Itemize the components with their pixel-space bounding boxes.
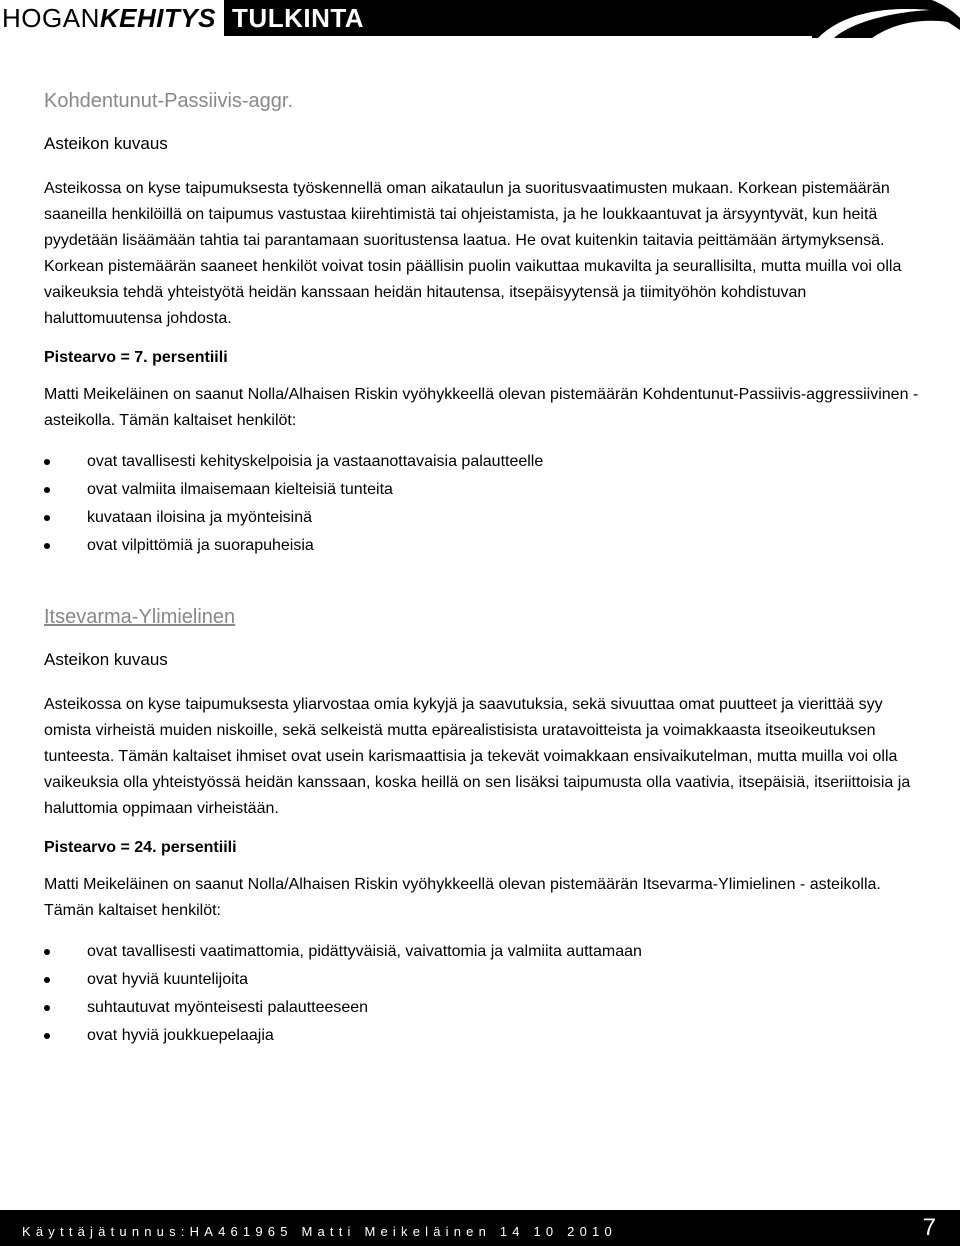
section-title: Kohdentunut-Passiivis-aggr.	[44, 90, 294, 112]
swoosh-logo-icon	[812, 0, 960, 38]
list-item	[44, 938, 919, 966]
scale-description: Asteikossa on kyse taipumuksesta yliarvostaa omia kykyjä ja saavutuksia, sekä sivuuttaa omat puutteet ja vierittää syy omista virheistä muiden niskoille, sekä selkeistä mutta epärealistisista uratavoitteista ja voimakkaasta itseoikeutuksen tunteesta. Tämän kaltaiset ihmiset ovat usein karismaattisia ja tekevät voimakkaan ensivaikutelman, mutta muilla voi olla vaikeuksia olla yhteistyössä heidän kanssaan, koska heillä on sen lisäksi taipumusta olla vaativia, itsepäisiä, itseriittoisia ja haluttomia oppimaan virheistään.	[44, 696, 911, 817]
bullet-icon	[44, 1005, 50, 1011]
list-item-text: ovat tavallisesti vaatimattomia, pidättyväisiä, vaivattomia ja valmiita auttamaan	[87, 943, 642, 960]
list-item	[44, 532, 919, 560]
score-value: Pistearvo = 7. persentiili	[44, 349, 228, 366]
page-number: 7	[922, 1214, 936, 1241]
trait-list	[44, 448, 919, 560]
page-header	[0, 0, 960, 38]
brand-tulkinta: TULKINTA	[224, 0, 372, 36]
list-item	[44, 504, 919, 532]
scale-description-heading: Asteikon kuvaus	[44, 134, 168, 153]
list-item-text: kuvataan iloisina ja myönteisinä	[87, 509, 313, 526]
list-item-text: ovat hyviä joukkuepelaajia	[87, 1027, 274, 1044]
page-footer	[0, 1210, 960, 1246]
result-text: Matti Meikeläinen on saanut Nolla/Alhaisen Riskin vyöhykkeellä olevan pistemäärän Itsevarma-Ylimielinen - asteikolla. Tämän kaltaiset henkilöt:	[44, 876, 881, 919]
bullet-icon	[44, 977, 50, 983]
list-item-text: ovat vilpittömiä ja suorapuheisia	[87, 537, 314, 554]
bullet-icon	[44, 949, 50, 955]
list-item-text: ovat tavallisesti kehityskelpoisia ja vastaanottavaisia palautteelle	[87, 453, 544, 470]
bullet-icon	[44, 515, 50, 521]
brand-kehitys: KEHITYS	[99, 2, 217, 33]
list-item-text: ovat valmiita ilmaisemaan kielteisiä tunteita	[87, 481, 393, 498]
scale-description: Asteikossa on kyse taipumuksesta työskennellä oman aikataulun ja suoritusvaatimusten mukaan. Korkean pistemäärän saaneilla henkilöillä on taipumus vastustaa kiirehtimistä tai ohjeistamista, ja he loukkaantuvat ja ärsyyntyvät, kun heitä pyydetään lisäämään tahtia tai parantamaan suoritustensa laatua. He ovat kuitenkin taitavia peittämään ärtymyksensä. Korkean pistemäärän saaneet henkilöt voivat tosin päällisin puolin vaikuttaa mukavilta ja seurallisilta, mutta muilla voi olla vaikeuksia tehdä yhteistyötä heidän kanssaan heidän hitautensa, itsepäisyytensä ja tiimityöhön kohdistuvan haluttomuutensa johdosta.	[44, 180, 902, 327]
bullet-icon	[44, 459, 50, 465]
bullet-icon	[44, 1033, 50, 1039]
section-passive-aggressive	[44, 86, 919, 560]
trait-list	[44, 938, 919, 1050]
section-title: Itsevarma-Ylimielinen	[44, 606, 236, 628]
brand-hogan: HOGAN	[2, 2, 100, 33]
list-item	[44, 1022, 919, 1050]
score-value: Pistearvo = 24. persentiili	[44, 839, 237, 856]
list-item	[44, 448, 919, 476]
report-content	[44, 86, 919, 1050]
bullet-icon	[44, 543, 50, 549]
list-item	[44, 966, 919, 994]
list-item	[44, 476, 919, 504]
footer-user-info: Käyttäjätunnus:HA461965 Matti Meikeläinen 14 10 2010	[22, 1224, 617, 1239]
list-item-text: suhtautuvat myönteisesti palautteeseen	[87, 999, 369, 1016]
list-item-text: ovat hyviä kuuntelijoita	[87, 971, 248, 988]
brand-logo	[0, 0, 372, 36]
result-text: Matti Meikeläinen on saanut Nolla/Alhaisen Riskin vyöhykkeellä olevan pistemäärän Kohdentunut-Passiivis-aggressiivinen -asteikolla. Tämän kaltaiset henkilöt:	[44, 386, 919, 429]
bullet-icon	[44, 487, 50, 493]
scale-description-heading: Asteikon kuvaus	[44, 650, 168, 669]
section-arrogant	[44, 602, 919, 1050]
list-item	[44, 994, 919, 1022]
